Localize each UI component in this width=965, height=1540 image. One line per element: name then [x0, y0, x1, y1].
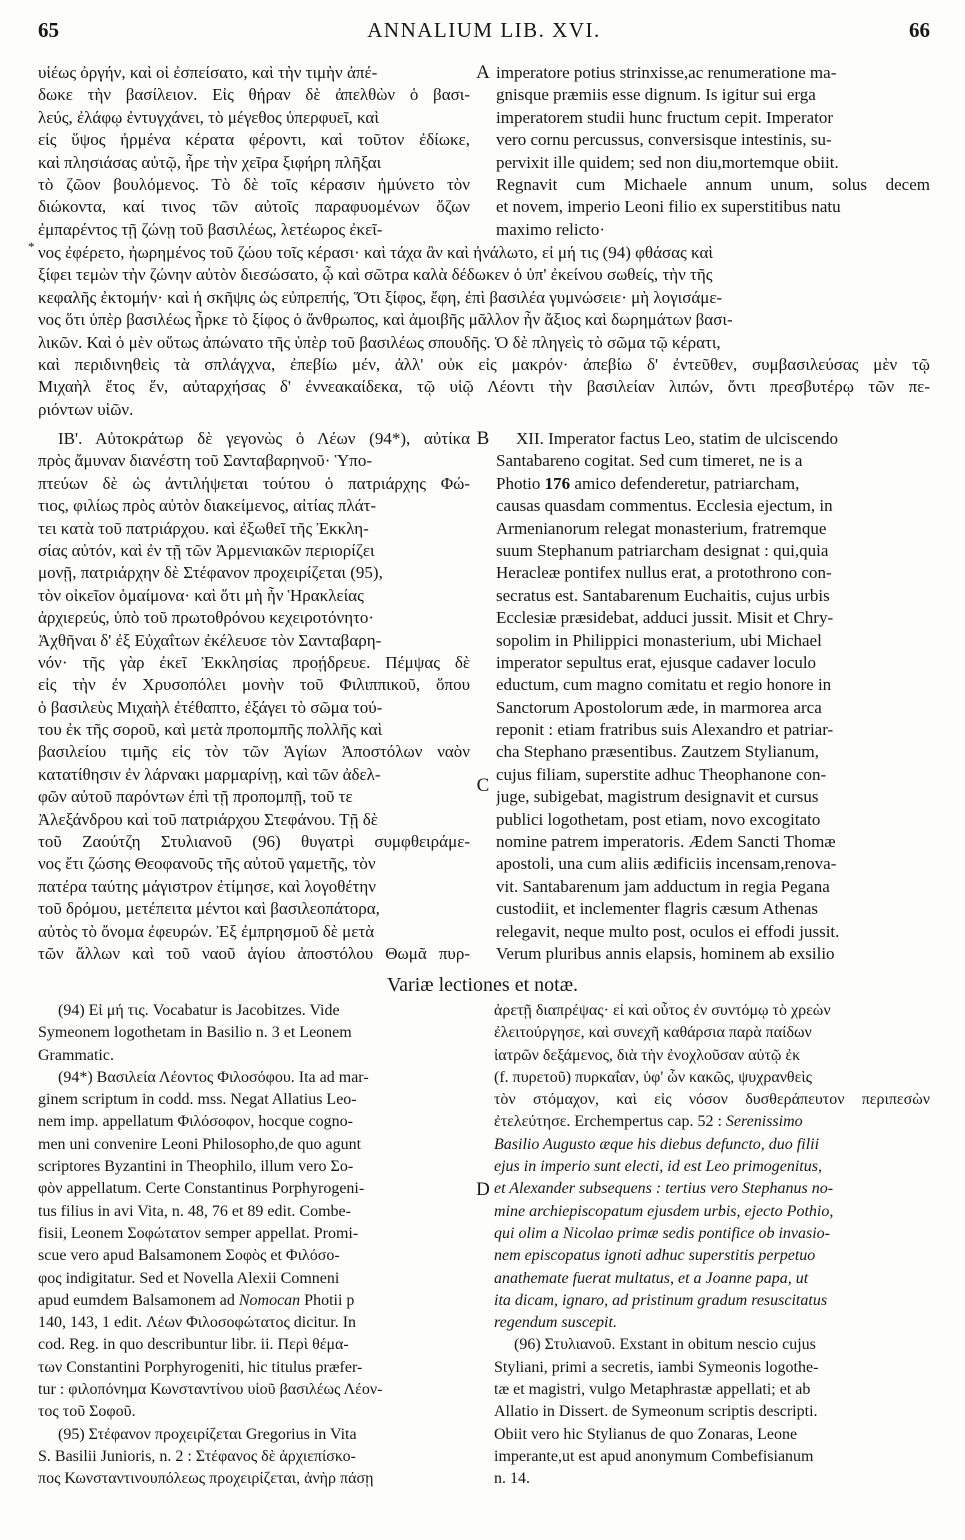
italic-text: Basilio Augusto æque his diebus defuncto, duo filii — [494, 1135, 820, 1153]
line-text: τοῦ Ζαούτζη Στυλιανοῦ (96) θυγατρὶ συμφθειράμε- — [38, 832, 470, 852]
line-text: νος ἐφέρετο, ἠωρημένος τοῦ ζώου τοῖς κέρασι· καὶ τάχα ἂν καὶ ἠνάλωτο, εἰ μή τις (94) φθάσας καὶ — [38, 243, 713, 262]
latin-text-line — [496, 107, 930, 129]
note-line — [38, 1111, 470, 1133]
line-text: Grammatic. — [38, 1046, 114, 1064]
latin-text-line — [496, 630, 930, 652]
line-text: imperante,ut est apud anonymum Combefisianum — [494, 1447, 814, 1465]
margin-marker-a: A — [476, 62, 490, 83]
note-line — [38, 1156, 470, 1178]
line-text: gnisque præmiis esse dignum. Is igitur sui erga — [496, 85, 816, 105]
line-text — [494, 1290, 827, 1312]
greek-text-line — [38, 876, 470, 898]
line-text: Verum pluribus annis elapsis, hominem ab exsilio — [496, 943, 835, 963]
line-text: ὁ βασιλεὺς Μιχαὴλ ἐτέθαπτο, ἐξάγει τὸ σῶμα τού- — [38, 697, 383, 717]
note-line — [38, 1424, 470, 1446]
line-text: τος τοῦ Σοφοῦ. — [38, 1403, 136, 1421]
note-line — [38, 1290, 470, 1312]
line-text — [494, 1245, 815, 1267]
italic-text: regendum suscepit. — [494, 1314, 617, 1332]
note-line — [494, 1379, 930, 1401]
line-text: Ἀχθῆναι δ' ἐξ Εὐχαΐτων ἐκέλευσε τὸν Σανταβαρη- — [38, 630, 382, 650]
line-text: καὶ περιδινηθεὶς τὰ σπλάγχνα, ἐπεβίω μέν, ἀλλ' οὐκ εἰς μακρόν· ἀπεβίω δ' ἐντεῦθεν, συμβασιλεύσας μὲν τῷ — [38, 354, 930, 374]
line-text: πτεύων δὲ ὡς ἀντιλήψεται τούτου ὁ πατριάρχης Φώ- — [38, 473, 470, 493]
greek-text-line — [38, 562, 470, 584]
greek-text-line — [38, 719, 470, 741]
greek-text-line — [38, 741, 470, 763]
line-text — [38, 1290, 354, 1312]
greek-text-line — [38, 764, 470, 786]
greek-text-line — [38, 786, 470, 808]
greek-text-line — [38, 853, 470, 875]
note-line — [494, 1223, 930, 1245]
margin-marker-c: C — [476, 775, 490, 796]
roman-text: Photio — [496, 473, 545, 493]
greek-column-chapter-xii — [38, 428, 470, 965]
line-text: apostoli, una cum aliis ædificiis incensam,renova- — [496, 854, 837, 874]
line-text: secratus est. Santabarenum Euchaitis, cujus urbis — [496, 585, 830, 605]
line-text — [494, 1201, 833, 1223]
line-text: men uni convenire Leoni Philosopho,de quo agunt — [38, 1135, 362, 1153]
line-text: Obiit vero hic Stylianus de quo Zonaras, Leone — [494, 1425, 798, 1443]
latin-text-line — [496, 62, 930, 84]
line-text: imperatore potius strinxisse,ac renumeratione ma- — [496, 63, 837, 82]
latin-text-line — [496, 562, 930, 584]
line-text: εἰς ὕψος ἠρμένα κέρατα φέροντι, καὶ τοῦτον ἐδίωκε, — [38, 130, 470, 150]
latin-text-line — [496, 876, 930, 898]
italic-text: nem episcopatus ignoti adhuc superstitis perpetuo — [494, 1247, 816, 1265]
note-line — [494, 1468, 930, 1490]
line-text: (f. πυρετοῦ) πυρκαΐαν, ὑφ' ὧν κακῶς, ψυχρανθεὶς — [494, 1068, 812, 1086]
margin-marker-d: D — [476, 1179, 490, 1200]
line-text: εἰς τὴν ἐν Χρυσοπόλει μονὴν τοῦ Φιλιππικοῦ, ὅπου — [38, 675, 470, 695]
italic-text: Serenissimo — [725, 1113, 803, 1131]
line-text: tur : φιλοπόνημα Κωνσταντίνου υἱοῦ βασιλέως Λέον- — [38, 1381, 383, 1399]
greek-text-line — [38, 831, 470, 853]
line-text: cujus filiam, superstite adhuc Theophanone con- — [496, 764, 827, 784]
line-text: Sanctorum Apostolorum æde, in marmorea arca — [496, 697, 822, 717]
latin-text-line — [496, 428, 930, 450]
note-line — [494, 1446, 930, 1468]
note-line — [494, 1156, 930, 1178]
greek-text-line — [38, 652, 470, 674]
line-text: των Constantini Porphyrogeniti, hic titulus præfer- — [38, 1358, 363, 1376]
line-text: XII. Imperator factus Leo, statim de ulciscendo — [516, 429, 838, 448]
note-line — [494, 1067, 930, 1089]
greek-text-line — [38, 242, 930, 264]
note-line — [38, 1178, 470, 1200]
greek-text-line — [38, 174, 470, 196]
line-text: τοῦ δρόμου, μετέπειτα μέντοι καὶ βασιλεοπάτορα, — [38, 899, 380, 919]
line-text: καὶ πλησιάσας αὐτῷ, ἦρε τὴν χεῖρα ξιφήρη πλῆξαι — [38, 152, 382, 172]
line-text: νος ἔτι ζώσης Θεοφανοῦς τῆς αὐτοῦ γαμετῆς, τὸν — [38, 854, 376, 874]
latin-column-chapter-xii — [496, 428, 930, 965]
line-text: του ἐκ τῆς σοροῦ, καὶ μετὰ προπομπῆς πολλῆς καὶ — [38, 720, 383, 740]
line-text: nomine patrem imperatoris. Ædem Sancti Thomæ — [496, 832, 836, 852]
greek-text-line — [38, 332, 930, 354]
line-text: (94*) Βασιλεία Λέοντος Φιλοσόφου. Ita ad mar- — [58, 1068, 369, 1086]
italic-text: ita dicam, ignaro, ad pristinum gradum resuscitatus — [494, 1291, 828, 1309]
latin-text-line — [496, 853, 930, 875]
line-text: αὐτὸς τὸ ὄνομα ἐφευρών. Ἐξ ἐμπρησμοῦ δὲ μετὰ — [38, 921, 375, 941]
note-line — [494, 1045, 930, 1067]
line-text: Armenianorum relegat monasterium, fratremque — [496, 518, 827, 538]
greek-text-line — [38, 450, 470, 472]
line-text: φος indigitatur. Sed et Novella Alexii Comneni — [38, 1269, 340, 1287]
line-text: imperatorem studii hunc fructum cepit. Imperator — [496, 107, 834, 127]
line-text: imperator sepultus erat, ejusque cadaver loculo — [496, 652, 817, 672]
line-text: Ἀλεξάνδρου καὶ τοῦ πατριάρχου Στεφάνου. Τῇ δὲ — [38, 809, 378, 829]
running-title: ANNALIUM LIB. XVI. — [367, 18, 601, 42]
latin-text-line — [496, 585, 930, 607]
latin-text-line — [496, 84, 930, 106]
margin-marker-b: B — [476, 428, 490, 449]
line-text: cod. Reg. in quo describuntur libr. ii. Περὶ θέμα- — [38, 1336, 349, 1354]
note-line — [494, 1134, 930, 1156]
greek-text-line — [38, 84, 470, 106]
line-text: λικῶν. Καὶ ὁ μὲν οὕτως ἀπώνατο τῆς ὑπὲρ τοῦ βασιλέως σπουδῆς. Ὁ δὲ πληγεὶς τὸ σῶμα τῷ κέρατι, — [38, 332, 721, 352]
line-text: κεφαλῆς ἐκτομήν· καὶ ἡ σκῆψις ὡς εὐπρεπής, Ὅτι ξίφος, ἔφη, ἐπὶ βασιλέα γυμνώσειε· μὴ λογισάμε- — [38, 287, 723, 307]
note-line — [38, 1468, 470, 1490]
greek-text-line — [38, 376, 930, 398]
latin-text-line — [496, 697, 930, 719]
latin-text-line — [496, 719, 930, 741]
latin-text-line — [496, 196, 930, 218]
note-line — [38, 1268, 470, 1290]
latin-text-line — [496, 921, 930, 943]
latin-column-top — [496, 62, 930, 241]
note-line — [38, 1134, 470, 1156]
note-line — [38, 1357, 470, 1379]
line-text — [494, 1156, 822, 1178]
note-line — [494, 1000, 930, 1022]
note-line — [494, 1111, 930, 1133]
line-text: ΙΒ'. Αὐτοκράτωρ δὲ γεγονὼς ὁ Λέων (94*), αὐτίκα — [58, 429, 470, 448]
note-line — [38, 1089, 470, 1111]
latin-text-line — [496, 518, 930, 540]
latin-text-line — [496, 607, 930, 629]
line-text — [494, 1134, 819, 1156]
line-text: δωκε τὴν βασίλειον. Εἰς θήραν δὲ ἀπελθὼν ὁ βασι- — [38, 85, 470, 105]
latin-text-line — [496, 741, 930, 763]
line-text: ἀρετῇ διαπρέψας· εἰ καὶ οὗτος ἐν συντόμῳ τὸ χρεὼν — [494, 1002, 831, 1019]
line-text: suum Stephanum patriarcham designat : qui,quia — [496, 540, 829, 560]
line-text: relegavit, neque multo post, oculos ei effodi jussit. — [496, 921, 840, 941]
line-text: τει κατὰ τοῦ πατριάρχου. καὶ ἐξωθεῖ τῆς Ἐκκλη- — [38, 518, 369, 538]
page-header — [38, 14, 930, 46]
bold-text: 176 — [544, 473, 571, 493]
line-text: τιος, φιλίως πρὸς αὐτὸν διακείμενος, αἰτίας πλάτ- — [38, 496, 377, 516]
note-line — [494, 1424, 930, 1446]
note-line — [494, 1245, 930, 1267]
line-text: τῶν ἄλλων καὶ τοῦ ναοῦ ἁγίου ἀποστόλου Θωμᾶ πυρ- — [38, 943, 470, 963]
latin-text-line — [496, 652, 930, 674]
line-text: (94) Εἰ μή τις. Vocabatur is Jacobitzes. Vide — [58, 1002, 340, 1019]
line-text: fisii, Leonem Σοφώτατον semper appellat. Promi- — [38, 1224, 359, 1242]
line-text: scue vero apud Balsamonem Σοφὸς et Φιλόσο- — [38, 1247, 340, 1265]
greek-text-line — [38, 585, 470, 607]
line-text: μονῇ, πατριάρχην δὲ Στέφανον προχειρίζεται (95), — [38, 563, 383, 583]
note-line — [38, 1022, 470, 1044]
line-text: πατέρα ταύτης μάγιστρον ἐτίμησε, καὶ λογοθέτην — [38, 876, 376, 896]
greek-text-line — [38, 518, 470, 540]
greek-text-line — [38, 264, 930, 286]
greek-text-line — [38, 309, 930, 331]
greek-text-line — [38, 630, 470, 652]
greek-text-line — [38, 674, 470, 696]
line-text: causas quasdam commentus. Ecclesia ejectum, in — [496, 496, 833, 516]
line-text: Styliani, primi a secretis, iambi Symeonis logothe- — [494, 1358, 819, 1376]
line-text: vero cornu percussus, conversisque intestinis, su- — [496, 130, 832, 150]
greek-text-line — [38, 697, 470, 719]
page-number-right: 66 — [909, 18, 930, 42]
latin-text-line — [496, 450, 930, 472]
note-line — [38, 1067, 470, 1089]
line-text: cha Stephano præsentibus. Zautzem Stylianum, — [496, 742, 819, 762]
line-text: ἐλειτούργησε, καὶ συνεχῆ καθάρσια παρὰ παίδων — [494, 1024, 812, 1042]
line-text: τὸν στόμαχον, καὶ εἰς νόσον δυσθεράπευτον περιπεσὼν — [494, 1091, 930, 1109]
note-line — [38, 1379, 470, 1401]
italic-text: ejus in imperio sunt electi, id est Leo primogenitus, — [494, 1158, 822, 1176]
line-text: ἰατρῶν δεξάμενος, διὰ τὴν ἐνοχλοῦσαν αὐτῷ ἐκ — [494, 1046, 801, 1064]
line-text — [494, 1223, 830, 1245]
latin-text-line — [496, 473, 930, 495]
greek-text-line — [38, 62, 470, 84]
notes-heading: Variæ lectiones et notæ. — [386, 974, 579, 996]
latin-text-line — [496, 219, 930, 241]
line-text: πος Κωνσταντινουπόλεως προχειρίζεται, ἀνὴρ πάσῃ — [38, 1470, 374, 1488]
page-break-mark: * — [28, 239, 35, 254]
line-text: τὸ ζῶον βουλόμενος. Τὸ δὲ τοῖς κέρασιν ἠμύνετο τὸν — [38, 174, 470, 194]
latin-text-line — [496, 540, 930, 562]
line-text: tæ et magistri, vulgo Metaphrastæ appellati; et ab — [494, 1381, 811, 1399]
latin-text-line — [496, 174, 930, 196]
line-text: Allatio in Dissert. de Symeonum scriptis descripti. — [494, 1403, 818, 1421]
latin-text-line — [496, 674, 930, 696]
line-text: ἀρχιερεύς, ὑπὸ τοῦ πρωτοθρόνου κεχειροτόνητο· — [38, 608, 375, 628]
line-text: πρὸς ἄμυναν διανέστη τοῦ Σανταβαρηνοῦ· Ὑπο- — [38, 451, 372, 471]
line-text: ριόντων υἱῶν. — [38, 399, 134, 419]
line-text: S. Basilii Junioris, n. 2 : Στέφανος δὲ ἀρχιεπίσκο- — [38, 1447, 356, 1465]
greek-column-top — [38, 62, 470, 241]
line-text — [494, 1178, 833, 1200]
greek-text-line — [38, 428, 470, 450]
note-line — [494, 1290, 930, 1312]
note-line — [494, 1201, 930, 1223]
greek-text-line — [38, 354, 930, 376]
greek-text-line — [38, 196, 470, 218]
latin-text-line — [496, 495, 930, 517]
greek-text-line — [38, 540, 470, 562]
note-line — [38, 1223, 470, 1245]
line-text: maximo relicto· — [496, 219, 606, 239]
line-text: νος ὅτι ὑπὲρ βασιλέως ἦρκε τὸ ξίφος ὁ ἄνθρωπος, καὶ ἀμοιβῆς μᾶλλον ἦν ἄξιος καὶ δωρημάτων βασι- — [38, 310, 733, 330]
line-text: ἐμπαρέντος τῇ ζώνῃ τοῦ βασιλέως, λετέωρος ἐκεῖ- — [38, 219, 383, 239]
line-text: Μιχαὴλ ἔτος ἕν, αὐταρχήσας δ' ἐννεακαίδεκα, τῷ υἱῷ Λέοντι τὴν βασιλείαν λιπών, ὄντι πρεσβυτέρῳ τῶν πε- — [38, 377, 930, 397]
greek-text-line — [38, 107, 470, 129]
notes-column-right — [494, 1000, 930, 1491]
note-line — [38, 1334, 470, 1356]
note-line — [494, 1334, 930, 1356]
line-text: Symeonem logothetam in Basilio n. 3 et Leonem — [38, 1024, 352, 1042]
line-text: ginem scriptum in codd. mss. Negat Allatius Leo- — [38, 1091, 357, 1109]
greek-text-line — [38, 287, 930, 309]
line-text: ξίφει τεμὼν τὴν ζώνην αὐτὸν διεσώσατο, ᾧ καὶ σῶτρα καλὰ δέδωκεν ὁ ὑπ' ἐκείνου σωθείς, τὴν τῆς — [38, 265, 713, 285]
line-text: 140, 143, 1 edit. Λέων Φιλοσοφώτατος dicitur. In — [38, 1314, 357, 1332]
latin-text-line — [496, 786, 930, 808]
note-line — [38, 1446, 470, 1468]
italic-text: Nomocan — [238, 1291, 301, 1309]
greek-text-line — [38, 607, 470, 629]
latin-text-line — [496, 809, 930, 831]
greek-text-line — [38, 943, 470, 965]
line-text — [494, 1268, 808, 1290]
roman-text: Photii p — [300, 1291, 355, 1309]
notes-column-left — [38, 1000, 470, 1491]
latin-text-line — [496, 152, 930, 174]
line-text: n. 14. — [494, 1470, 530, 1488]
line-text: eductum, cum magno comitatu et regio honore in — [496, 675, 832, 695]
line-text: φῶν αὐτοῦ παρόντων ἐπὶ τῇ προπομπῇ, τοῦ τε — [38, 787, 353, 807]
line-text: Ecclesiæ præsidebat, adduci jussit. Misit et Chry- — [496, 608, 834, 628]
line-text: custodiit, et inclementer flagris cæsum Athenas — [496, 899, 818, 919]
greek-full-width-text — [38, 242, 930, 421]
note-line — [38, 1045, 470, 1067]
note-line — [38, 1401, 470, 1423]
line-text: juge, subigebat, magistrum designavit et cursus — [496, 787, 819, 807]
line-text: scriptores Byzantini in Theophilo, illum vero Σο- — [38, 1158, 354, 1176]
italic-text: qui olim a Nicolao primæ sedis pontifice ob invasio- — [494, 1224, 830, 1242]
greek-text-line — [38, 921, 470, 943]
line-text — [494, 1312, 617, 1334]
roman-text: apud eumdem Balsamonem ad — [38, 1291, 239, 1309]
roman-text: ἐτελεύτησε. Erchempertus cap. 52 : — [494, 1113, 726, 1131]
latin-text-line — [496, 129, 930, 151]
line-text: λεύς, ἐλάφῳ ἐντυγχάνει, τὸ μέγεθος ὑπερφυεῖ, καὶ — [38, 107, 379, 127]
page-number-left: 65 — [38, 18, 59, 42]
line-text: publici logothetam, post etiam, novo excogitato — [496, 809, 821, 829]
greek-text-line — [38, 495, 470, 517]
roman-text: amico defenderetur, patriarcham, — [570, 473, 800, 493]
greek-text-line — [38, 152, 470, 174]
greek-text-line — [38, 399, 930, 421]
line-text: Heracleæ pontifex nullus erat, a protothrono con- — [496, 563, 832, 583]
note-line — [38, 1000, 470, 1022]
note-line — [494, 1178, 930, 1200]
line-text: sopolim in Philippici monasterium, ubi Michael — [496, 630, 822, 650]
greek-text-line — [38, 473, 470, 495]
line-text: (95) Στέφανον προχειρίζεται Gregorius in Vita — [58, 1425, 357, 1443]
line-text: Regnavit cum Michaele annum unum, solus decem — [496, 174, 930, 194]
italic-text: mine archiepiscopatum ejusdem urbis, ejecto Pothio, — [494, 1202, 834, 1220]
line-text: et novem, imperio Leoni filio ex superstitibus natu — [496, 197, 841, 217]
line-text: νόν· τῆς γὰρ ἐκεῖ Ἐκκλησίας προῄδρευε. Πέμψας δὲ — [38, 652, 470, 672]
line-text: Santabareno cogitat. Sed cum timeret, ne is a — [496, 451, 803, 471]
note-line — [494, 1312, 930, 1334]
line-text: reponit : etiam fratribus suis Alexandro et patriar- — [496, 720, 834, 740]
line-text — [496, 473, 799, 495]
line-text: βασιλείου τιμῆς εἰς τὸν τῶν Ἁγίων Ἀποστόλων ναὸν — [38, 742, 470, 762]
latin-text-line — [496, 943, 930, 965]
note-line — [38, 1245, 470, 1267]
line-text: υἱέως ὀργήν, καὶ οἱ ἐσπείσατο, καὶ τὴν τιμὴν ἀπέ- — [38, 63, 378, 82]
line-text: pervixit ille quidem; sed non diu,mortemque obiit. — [496, 152, 839, 172]
line-text — [494, 1111, 803, 1133]
greek-text-line — [38, 219, 470, 241]
line-text: tus filius in avi Vita, n. 48, 76 et 89 edit. Combe- — [38, 1202, 351, 1220]
latin-text-line — [496, 831, 930, 853]
note-line — [494, 1401, 930, 1423]
latin-text-line — [496, 898, 930, 920]
greek-text-line — [38, 898, 470, 920]
note-line — [494, 1022, 930, 1044]
latin-text-line — [496, 764, 930, 786]
italic-text: et Alexander subsequens : tertius vero Stephanus no- — [494, 1180, 834, 1198]
note-line — [494, 1268, 930, 1290]
note-line — [494, 1357, 930, 1379]
line-text: φὸν appellatum. Certe Constantinus Porphyrogeni- — [38, 1180, 365, 1198]
line-text: (96) Στυλιανοῦ. Exstant in obitum nescio cujus — [514, 1336, 816, 1354]
note-line — [38, 1312, 470, 1334]
italic-text: anathemate fuerat multatus, et a Joanne papa, ut — [494, 1269, 809, 1287]
line-text: nem imp. appellatum Φιλόσοφον, hocque cogno- — [38, 1113, 354, 1131]
note-line — [494, 1089, 930, 1111]
note-line — [38, 1201, 470, 1223]
greek-text-line — [38, 809, 470, 831]
line-text: κατατίθησιν ἐν λάρνακι μαρμαρίνῃ, καὶ τῶν ἀδελ- — [38, 764, 381, 784]
greek-text-line — [38, 129, 470, 151]
line-text: διώκοντα, καί τινος τῶν αὐτοῖς παραφυομένων ὄζων — [38, 197, 470, 217]
line-text: τὸν οἰκεῖον ὁμαίμονα· καὶ ὅτι μὴ ἦν Ἡρακλείας — [38, 585, 364, 605]
line-text: σίας αὐτόν, καὶ ἐν τῇ τῶν Ἀρμενιακῶν περιορίζει — [38, 540, 375, 560]
line-text: vit. Santabarenum jam adductum in regia Pegana — [496, 876, 830, 896]
